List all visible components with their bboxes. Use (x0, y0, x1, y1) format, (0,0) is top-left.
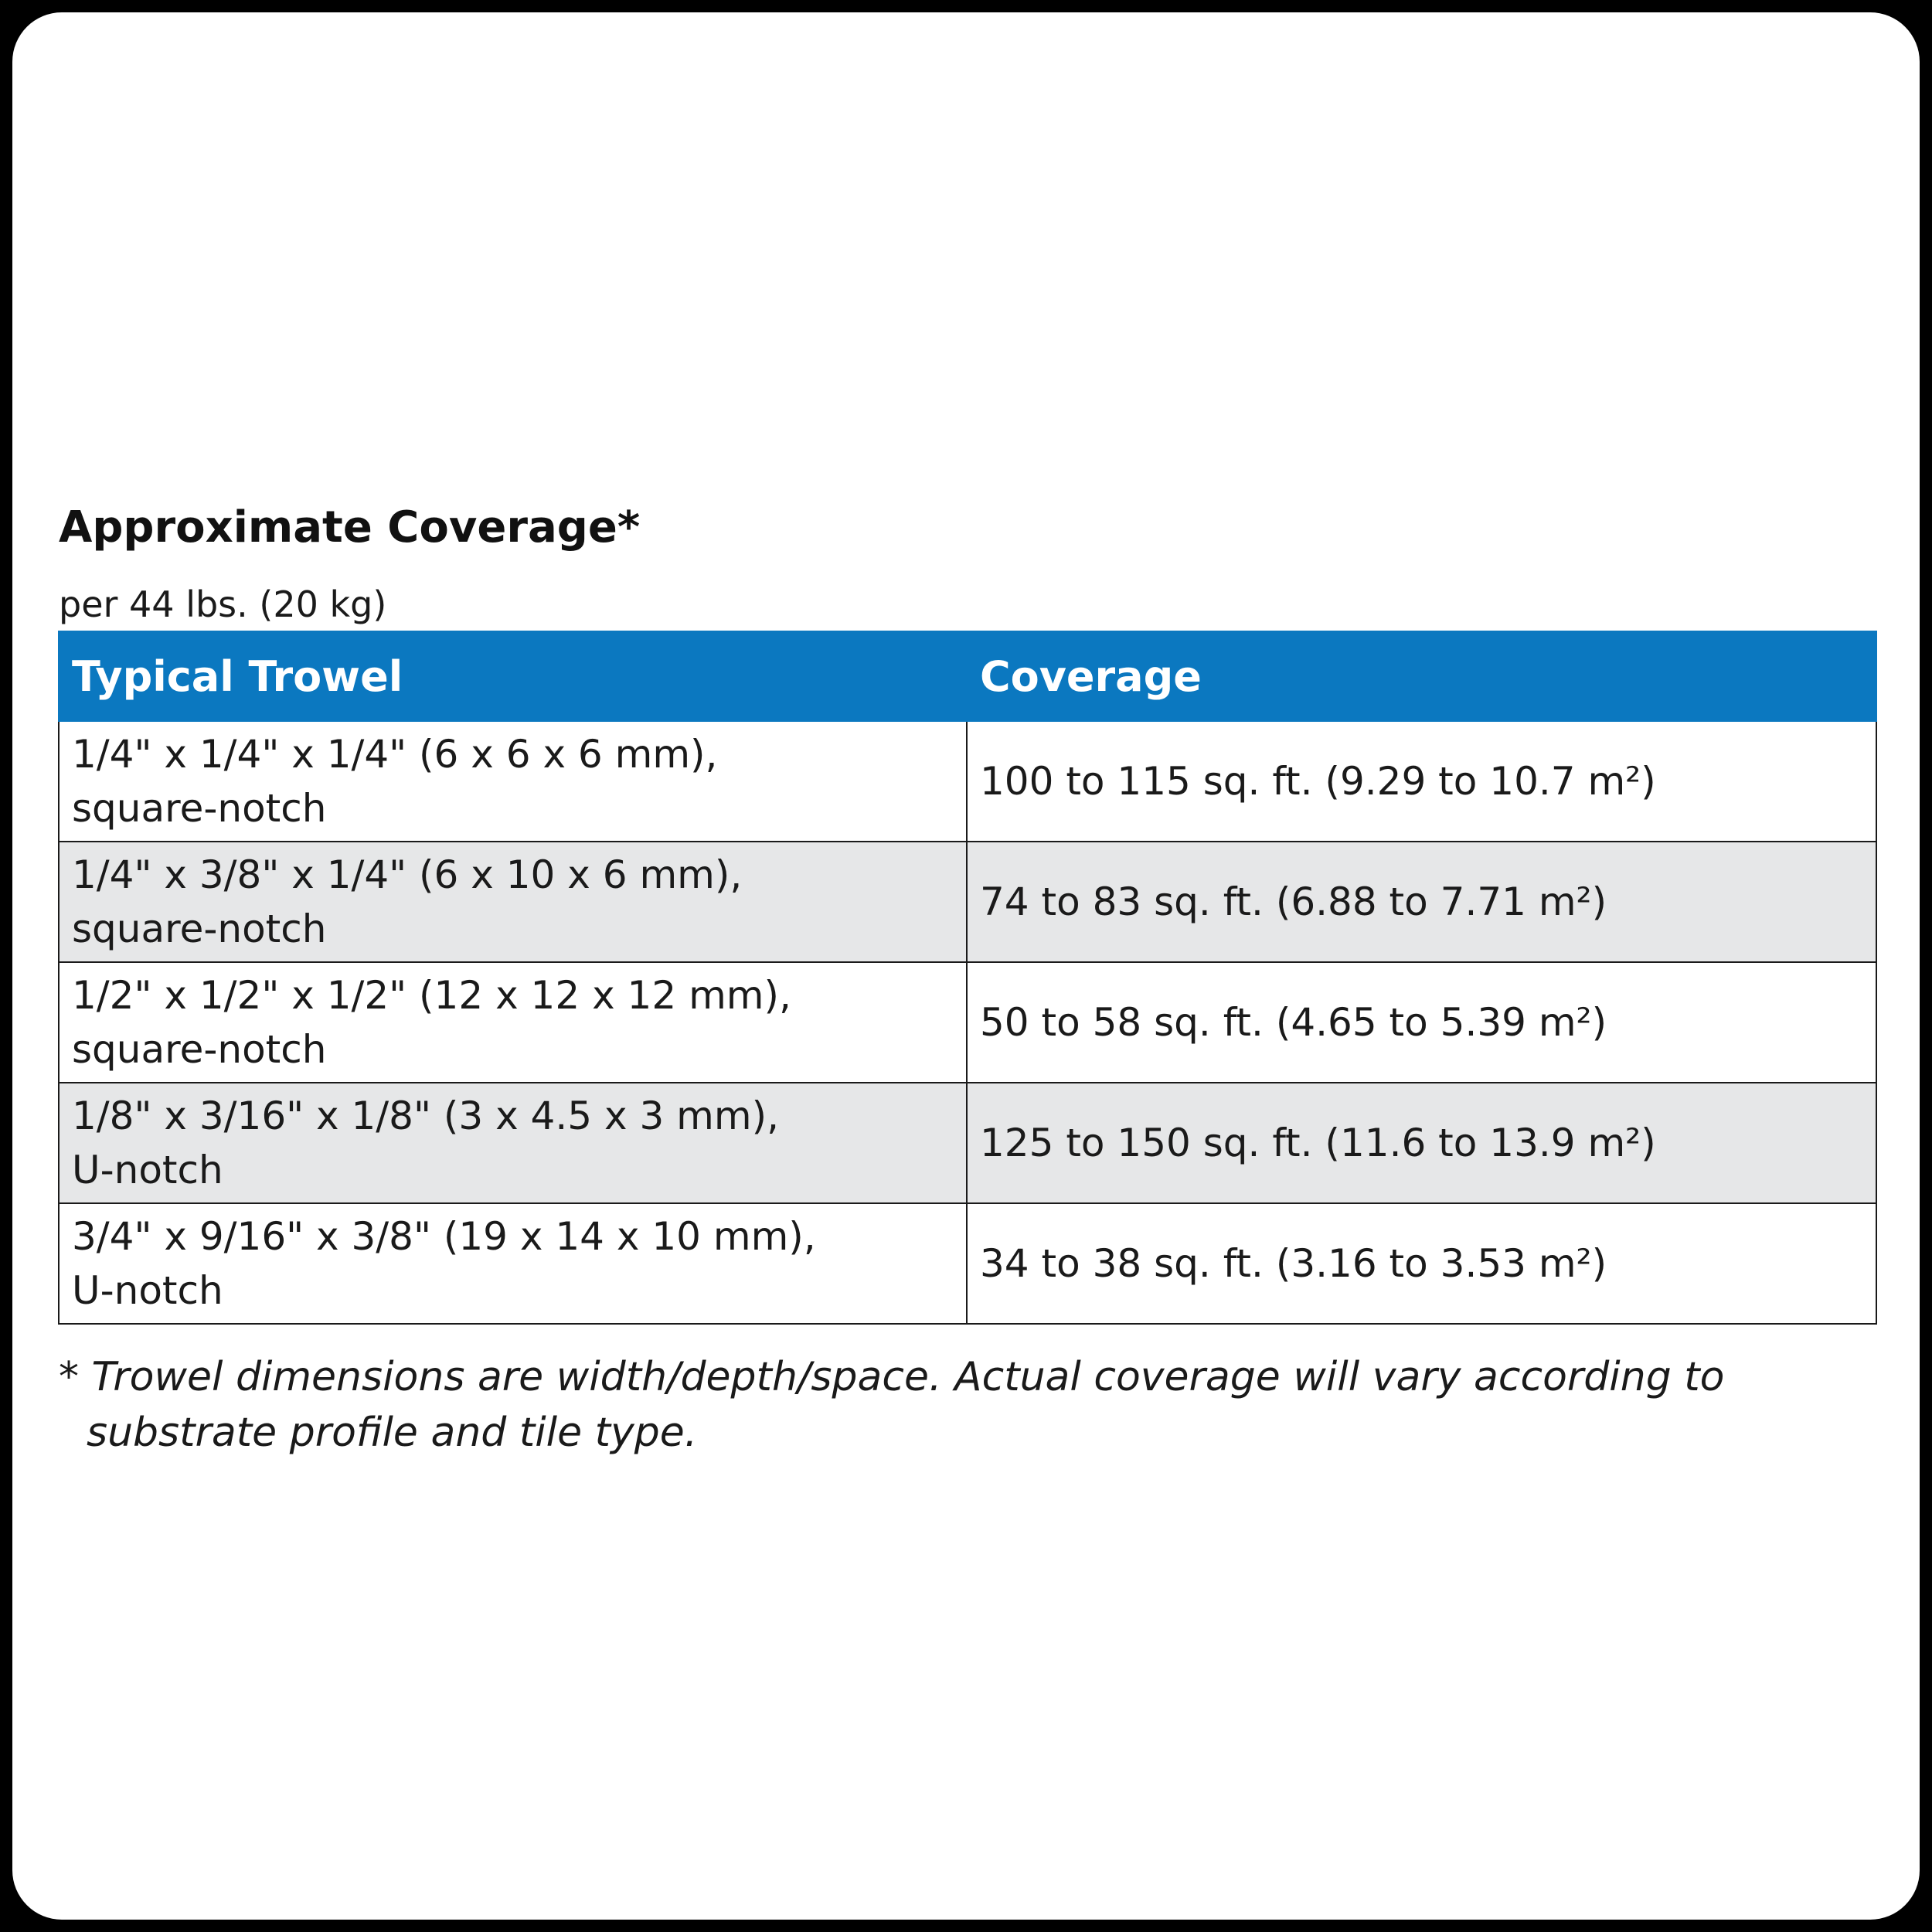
trowel-dimensions: 1/2" x 1/2" x 1/2" (12 x 12 x 12 mm), (72, 973, 791, 1018)
coverage-table (58, 631, 1877, 1325)
trowel-dimensions: 3/4" x 9/16" x 3/8" (19 x 14 x 10 mm), (72, 1214, 816, 1259)
coverage-cell: 125 to 150 sq. ft. (11.6 to 13.9 m²) (967, 1083, 1876, 1203)
table-row (59, 842, 1876, 962)
footnote: * Trowel dimensions are width/depth/space. Actual coverage will vary according to substrate profile and tile type. (59, 1354, 1725, 1456)
trowel-notch-type: square-notch (72, 786, 327, 831)
table-row (59, 1203, 1876, 1324)
section-subtitle: per 44 lbs. (20 kg) (59, 583, 387, 625)
trowel-dimensions: 1/4" x 3/8" x 1/4" (6 x 10 x 6 mm), (72, 852, 743, 897)
table-header-row (59, 631, 1876, 721)
coverage-cell: 50 to 58 sq. ft. (4.65 to 5.39 m²) (967, 962, 1876, 1083)
trowel-cell (59, 842, 967, 962)
trowel-cell (59, 962, 967, 1083)
table-row (59, 1083, 1876, 1203)
trowel-notch-type: square-notch (72, 1027, 327, 1072)
trowel-cell (59, 721, 967, 842)
coverage-cell: 100 to 115 sq. ft. (9.29 to 10.7 m²) (967, 721, 1876, 842)
trowel-cell (59, 1083, 967, 1203)
table-row (59, 962, 1876, 1083)
table-row (59, 721, 1876, 842)
coverage-cell: 74 to 83 sq. ft. (6.88 to 7.71 m²) (967, 842, 1876, 962)
trowel-notch-type: square-notch (72, 906, 327, 951)
trowel-notch-type: U-notch (72, 1268, 223, 1313)
trowel-cell (59, 1203, 967, 1324)
trowel-notch-type: U-notch (72, 1148, 223, 1192)
trowel-dimensions: 1/8" x 3/16" x 1/8" (3 x 4.5 x 3 mm), (72, 1094, 779, 1138)
section-title: Approximate Coverage* (59, 502, 641, 553)
column-header-trowel: Typical Trowel (59, 631, 967, 721)
coverage-card (12, 12, 1920, 1920)
trowel-dimensions: 1/4" x 1/4" x 1/4" (6 x 6 x 6 mm), (72, 732, 718, 777)
coverage-cell: 34 to 38 sq. ft. (3.16 to 3.53 m²) (967, 1203, 1876, 1324)
column-header-coverage: Coverage (967, 631, 1876, 721)
